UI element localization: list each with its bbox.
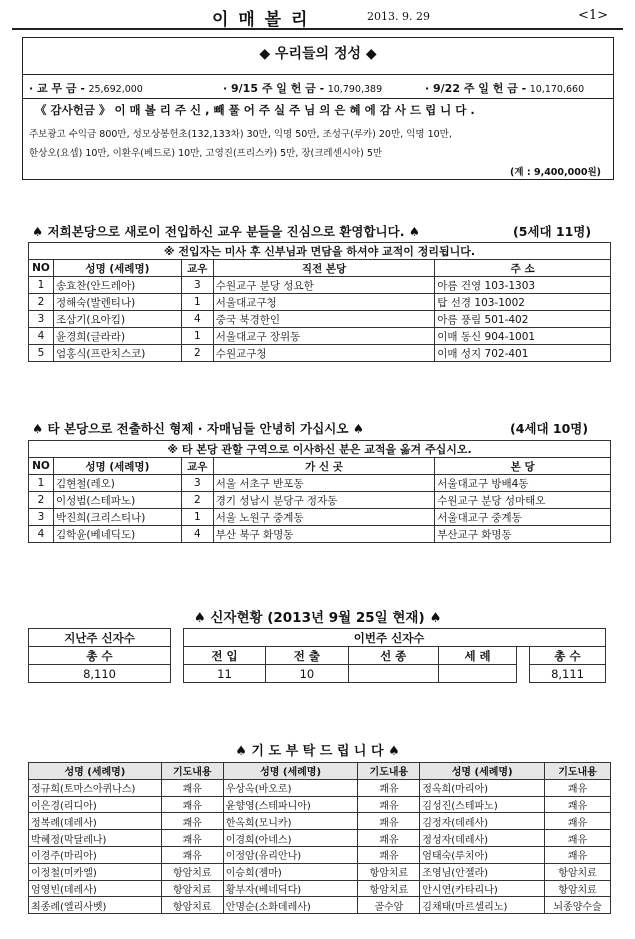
table-row: [29, 796, 611, 813]
table-cell: 정옥희(마리아): [420, 779, 545, 796]
table-cell: 정해숙(발렌티나): [53, 294, 181, 311]
offering-item: · 교 무 금 - 25,692,000: [29, 82, 143, 95]
last-total-value: 8,110: [29, 665, 171, 683]
table-cell: 부산 북구 화명동: [213, 526, 435, 543]
table-cell: 조영님(안젤라): [420, 863, 545, 880]
offering-summary: [23, 74, 613, 99]
table-cell: 항암치료: [161, 897, 223, 914]
table-cell: 이정암(유리안나): [223, 846, 358, 863]
table-cell: 쾌유: [358, 846, 420, 863]
transfer-out-table: [28, 440, 611, 543]
col-header: NO: [29, 260, 54, 277]
thanks-line: 한상오(요셉) 10만, 이환우(베드로) 10만, 고영진(프리스카) 5만, 장(크레센시아) 5만: [29, 148, 383, 159]
table-cell: 서울대교구 방배4동: [435, 475, 611, 492]
table-cell: 항암치료: [358, 863, 420, 880]
table-cell: 쾌유: [161, 796, 223, 813]
table-cell: 아름 건영 103-1303: [435, 277, 611, 294]
stat-col: 전 출: [266, 647, 348, 665]
table-cell: 중국 북경한인: [213, 311, 434, 328]
table-cell: 쾌유: [545, 846, 611, 863]
table-cell: 윤경희(글라라): [53, 328, 181, 345]
table-cell: 골수암: [358, 897, 420, 914]
stat-col: 선 종: [348, 647, 438, 665]
transfer-out-title: ♠ 타 본당으로 전출하신 형제 · 자매님들 안녕히 가십시오 ♠: [32, 421, 364, 436]
stats-title: ♠ 신자현황 (2013년 9월 25일 현재) ♠: [193, 610, 442, 626]
last-total-label: 총 수: [29, 647, 171, 665]
table-row: [29, 475, 611, 492]
stats-table: [28, 628, 606, 683]
stat-value: 11: [183, 665, 265, 683]
table-cell: 박혜정(막달레나): [29, 830, 162, 847]
table-cell: 서울대교구 장위동: [213, 328, 434, 345]
table-cell: 항암치료: [161, 863, 223, 880]
table-cell: 김성진(스테파노): [420, 796, 545, 813]
transfer-out-note: ※ 타 본당 관할 구역으로 이사하신 분은 교적을 옮겨 주십시오.: [29, 441, 611, 458]
table-cell: 엄홍식(프란치스코): [53, 345, 181, 362]
table-cell: 이은경(리디아): [29, 796, 162, 813]
table-cell: 이승희(젬마): [223, 863, 358, 880]
table-cell: 쾌유: [358, 813, 420, 830]
table-cell: 1: [181, 509, 213, 526]
col-header: 성명 (세례명): [29, 763, 162, 780]
col-header: 가 신 곳: [213, 458, 435, 475]
stat-value: [348, 665, 438, 683]
table-cell: 김현철(레오): [53, 475, 181, 492]
table-cell: 안명순(소화데레사): [223, 897, 358, 914]
table-cell: 1: [29, 277, 54, 294]
table-cell: 항암치료: [358, 880, 420, 897]
table-cell: 황부자(베네딕다): [223, 880, 358, 897]
table-cell: 탑 선경 103-1002: [435, 294, 611, 311]
transfer-in-count: (5세대 11명): [513, 224, 592, 239]
table-cell: 2: [29, 294, 54, 311]
col-header: 성명 (세례명): [420, 763, 545, 780]
table-cell: 김정자(데레사): [420, 813, 545, 830]
table-cell: 최종례(엘리사벳): [29, 897, 162, 914]
transfer-in-title: ♠ 저희본당으로 새로이 전입하신 교우 분들을 진심으로 환영합니다. ♠: [32, 224, 421, 239]
offering-item: · 9/15 주 일 헌 금 - 10,790,389: [223, 82, 383, 95]
table-cell: 김학윤(베네딕도): [53, 526, 181, 543]
table-cell: 쾌유: [358, 830, 420, 847]
table-cell: 쾌유: [161, 813, 223, 830]
table-row: [29, 526, 611, 543]
table-row: [29, 345, 611, 362]
table-cell: 쾌유: [545, 796, 611, 813]
thanks-total: (계 : 9,400,000원): [510, 167, 601, 178]
table-cell: 정규희(토마스아퀴나스): [29, 779, 162, 796]
col-header: 본 당: [435, 458, 611, 475]
thanks-title: 《 감사헌금 》 이 매 볼 리 주 신 , 빼 풀 어 주 실 주 님 의 은 혜 에 감 사 드 립 니 다 .: [35, 103, 475, 117]
table-row: [29, 492, 611, 509]
table-cell: 항암치료: [161, 880, 223, 897]
table-cell: 쾌유: [161, 779, 223, 796]
table-cell: 쾌유: [545, 830, 611, 847]
transfer-in-note: ※ 전입자는 미사 후 신부님과 면담을 하셔야 교적이 정리됩니다.: [29, 243, 611, 260]
bulletin-title: 이 매 볼 리: [212, 10, 310, 30]
table-row: [29, 277, 611, 294]
last-week-label: 지난주 신자수: [29, 629, 171, 647]
table-cell: 1: [29, 475, 54, 492]
table-cell: 엄영빈(데레사): [29, 880, 162, 897]
col-header: 성명 (세례명): [223, 763, 358, 780]
transfer-out-count: (4세대 10명): [510, 421, 589, 436]
offering-item: · 9/22 주 일 헌 금 - 10,170,660: [425, 82, 585, 95]
prayer-table: [28, 762, 611, 914]
col-header: 성명 (세례명): [53, 458, 181, 475]
table-cell: 5: [29, 345, 54, 362]
table-cell: 이경희(아네스): [223, 830, 358, 847]
table-cell: 쾌유: [358, 779, 420, 796]
this-total-label: 총 수: [530, 647, 606, 665]
table-cell: 1: [181, 294, 213, 311]
col-header: 기도내용: [545, 763, 611, 780]
table-row: [29, 897, 611, 914]
table-cell: 한옥희(모니카): [223, 813, 358, 830]
table-cell: 부산교구 화명동: [435, 526, 611, 543]
table-row: [29, 846, 611, 863]
table-row: [29, 509, 611, 526]
table-cell: 수원교구청: [213, 345, 434, 362]
table-cell: 수원교구 분당 성요한: [213, 277, 434, 294]
table-cell: 쾌유: [161, 846, 223, 863]
table-cell: 김채태(마르셀리노): [420, 897, 545, 914]
this-week-label: 이번주 신자수: [183, 629, 605, 647]
table-cell: 3: [181, 277, 213, 294]
table-cell: 2: [181, 345, 213, 362]
col-header: 기도내용: [161, 763, 223, 780]
table-cell: 3: [29, 311, 54, 328]
table-cell: 1: [181, 328, 213, 345]
table-cell: 4: [181, 311, 213, 328]
offering-title: ◆ 우리들의 정성 ◆: [259, 46, 377, 62]
table-cell: 수원교구 분당 성마태오: [435, 492, 611, 509]
table-cell: 항암치료: [545, 880, 611, 897]
table-cell: 정성자(데레사): [420, 830, 545, 847]
prayer-title: ♠ 기 도 부 탁 드 립 니 다 ♠: [235, 744, 400, 759]
table-cell: 3: [181, 475, 213, 492]
col-header: 주 소: [435, 260, 611, 277]
table-cell: 항암치료: [545, 863, 611, 880]
table-row: [29, 779, 611, 796]
col-header: 직전 본당: [213, 260, 434, 277]
page-number: <1>: [578, 8, 609, 23]
table-row: [29, 311, 611, 328]
thanks-line: 주보광고 수익금 800만, 성모상봉헌초(132,133차) 30만, 익명 50만, 조성구(루카) 20만, 익명 10만,: [29, 129, 452, 140]
table-cell: 안시연(카타리나): [420, 880, 545, 897]
stat-col: 전 입: [183, 647, 265, 665]
stat-value: 10: [266, 665, 348, 683]
table-cell: 아름 풍림 501-402: [435, 311, 611, 328]
table-row: [29, 880, 611, 897]
table-cell: 이경주(마리아): [29, 846, 162, 863]
table-cell: 윤향영(스테파니아): [223, 796, 358, 813]
table-cell: 서울 서초구 반포동: [213, 475, 435, 492]
table-cell: 송효찬(안드레아): [53, 277, 181, 294]
table-cell: 정복례(데레사): [29, 813, 162, 830]
table-cell: 박진희(크리스티나): [53, 509, 181, 526]
table-cell: 서울대교구 중계동: [435, 509, 611, 526]
table-cell: 뇌종양수술: [545, 897, 611, 914]
table-cell: 4: [29, 328, 54, 345]
table-cell: 4: [29, 526, 54, 543]
table-cell: 쾌유: [545, 779, 611, 796]
table-cell: 서울 노원구 중계동: [213, 509, 435, 526]
table-cell: 이정철(미카엘): [29, 863, 162, 880]
table-row: [29, 813, 611, 830]
table-cell: 2: [29, 492, 54, 509]
table-cell: 3: [29, 509, 54, 526]
offering-box: [22, 37, 614, 180]
table-row: [29, 294, 611, 311]
table-cell: 이성범(스테파노): [53, 492, 181, 509]
table-cell: 4: [181, 526, 213, 543]
stat-col: 세 례: [438, 647, 517, 665]
table-cell: 이매 성지 702-401: [435, 345, 611, 362]
table-cell: 우상옥(바오로): [223, 779, 358, 796]
table-row: [29, 863, 611, 880]
table-cell: 쾌유: [545, 813, 611, 830]
table-cell: 2: [181, 492, 213, 509]
table-cell: 엄태숙(루치아): [420, 846, 545, 863]
table-row: [29, 328, 611, 345]
table-cell: 경기 성남시 분당구 정자동: [213, 492, 435, 509]
col-header: NO: [29, 458, 54, 475]
table-cell: 조삼기(요아킴): [53, 311, 181, 328]
table-cell: 서울대교구청: [213, 294, 434, 311]
bulletin-date: 2013. 9. 29: [367, 10, 430, 23]
page-header: [12, 4, 623, 30]
col-header: 성명 (세례명): [53, 260, 181, 277]
table-cell: 쾌유: [358, 796, 420, 813]
stat-value: [438, 665, 517, 683]
table-cell: 쾌유: [161, 830, 223, 847]
transfer-in-table: [28, 242, 611, 362]
this-total-value: 8,111: [530, 665, 606, 683]
col-header: 기도내용: [358, 763, 420, 780]
col-header: 교우: [181, 260, 213, 277]
col-header: 교우: [181, 458, 213, 475]
table-row: [29, 830, 611, 847]
table-cell: 이매 동신 904-1001: [435, 328, 611, 345]
